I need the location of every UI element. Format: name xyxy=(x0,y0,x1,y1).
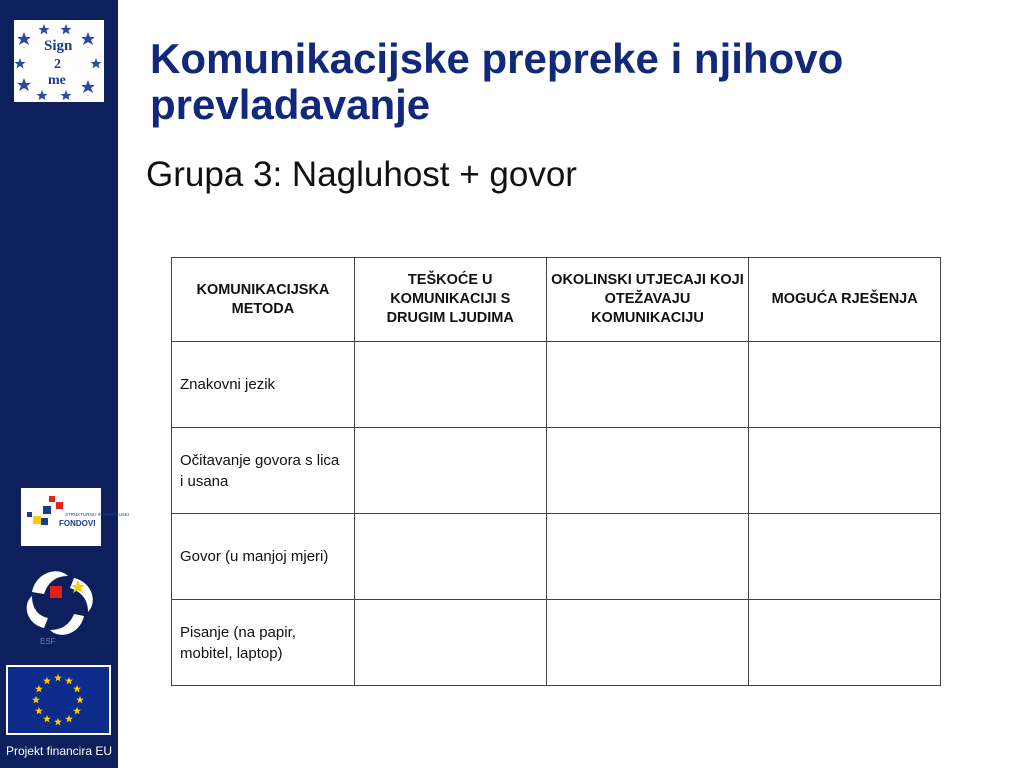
table-cell xyxy=(546,600,749,686)
eu-star-icon xyxy=(43,715,51,723)
fondovi-logo xyxy=(21,488,130,546)
eu-star-icon xyxy=(73,707,81,715)
header-method: KOMUNIKACIJSKA METODA xyxy=(172,258,355,342)
slide-title: Komunikacijske prepreke i njihovo prevladavanje xyxy=(150,35,844,128)
eu-star-icon xyxy=(54,718,62,726)
eu-flag xyxy=(6,665,111,735)
eu-star-icon xyxy=(65,677,73,685)
eu-star-icon xyxy=(73,685,81,693)
eu-star-icon xyxy=(43,677,51,685)
esf-logo xyxy=(18,562,102,646)
table-cell xyxy=(354,428,546,514)
table-row xyxy=(172,600,941,686)
eu-star-icon xyxy=(76,696,84,704)
table-cell xyxy=(749,342,941,428)
table-row xyxy=(172,342,941,428)
eu-funding-caption: Projekt financira EU xyxy=(5,744,113,758)
table-cell xyxy=(354,514,546,600)
table-cell: Znakovni jezik xyxy=(172,342,355,428)
eu-star-icon xyxy=(54,674,62,682)
svg-text:me: me xyxy=(48,73,66,88)
table-cell xyxy=(546,428,749,514)
svg-text:Sign: Sign xyxy=(44,38,73,54)
table-cell xyxy=(749,600,941,686)
eu-star-icon xyxy=(35,707,43,715)
svg-text:STRUKTURNI I INVESTICIJSKI: STRUKTURNI I INVESTICIJSKI xyxy=(65,512,130,517)
sidebar xyxy=(0,0,130,768)
svg-text:ESF: ESF xyxy=(40,637,56,646)
table-row xyxy=(172,428,941,514)
slide-subtitle: Grupa 3: Nagluhost + govor xyxy=(146,155,577,194)
eu-star-icon xyxy=(35,685,43,693)
header-solutions: MOGUĆA RJEŠENJA xyxy=(749,258,941,342)
table-cell xyxy=(749,428,941,514)
sign2me-logo xyxy=(14,20,104,102)
svg-text:FONDOVI: FONDOVI xyxy=(59,519,96,528)
table-cell: Očitavanje govora s lica i usana xyxy=(172,428,355,514)
eu-star-icon xyxy=(32,696,40,704)
svg-text:2: 2 xyxy=(54,57,61,72)
table-cell: Pisanje (na papir, mobitel, laptop) xyxy=(172,600,355,686)
communication-table xyxy=(171,257,941,686)
table-cell xyxy=(749,514,941,600)
header-environmental-factors: OKOLINSKI UTJECAJI KOJI OTEŽAVAJU KOMUNIKACIJU xyxy=(546,258,749,342)
header-difficulties: TEŠKOĆE U KOMUNIKACIJI S DRUGIM LJUDIMA xyxy=(354,258,546,342)
table-header-row xyxy=(172,258,941,342)
table-cell xyxy=(546,514,749,600)
table-cell xyxy=(354,600,546,686)
table-row xyxy=(172,514,941,600)
eu-star-icon xyxy=(65,715,73,723)
table-cell xyxy=(546,342,749,428)
table-cell xyxy=(354,342,546,428)
table-cell: Govor (u manjoj mjeri) xyxy=(172,514,355,600)
